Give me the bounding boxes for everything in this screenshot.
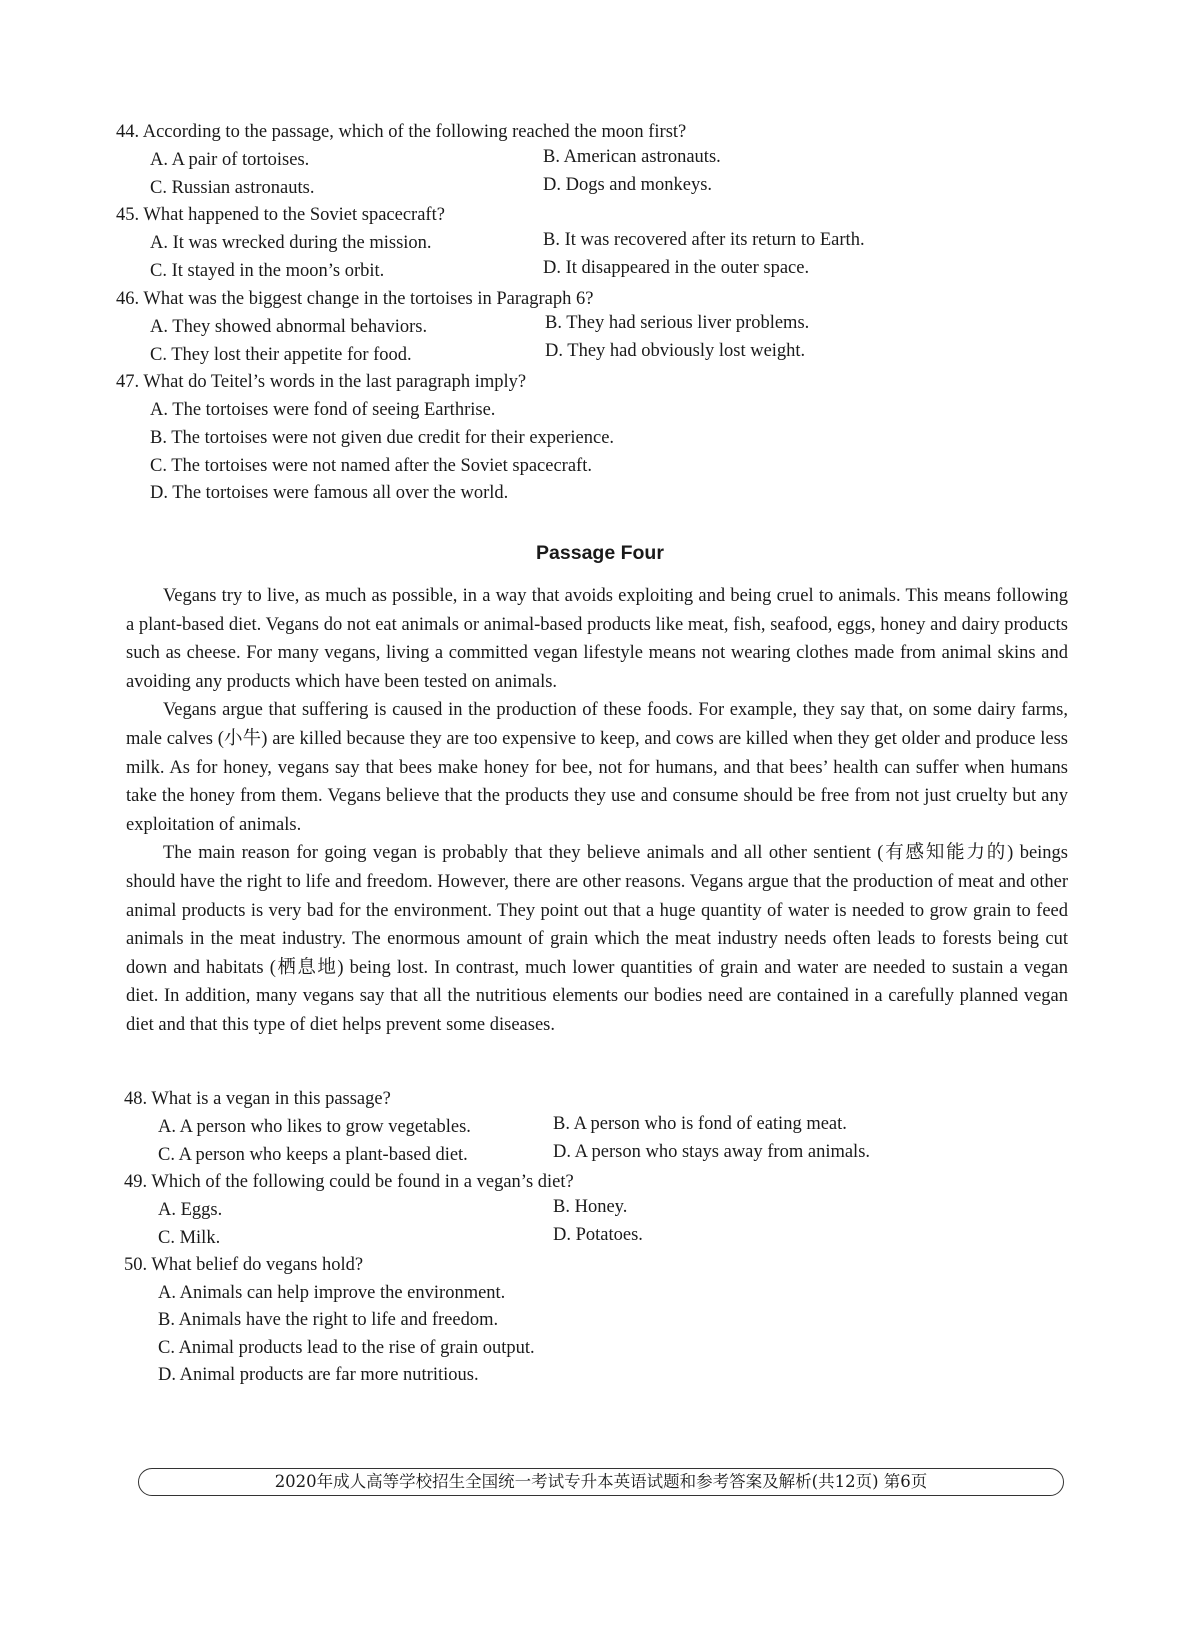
option-d: D. Animal products are far more nutritious.	[158, 1365, 479, 1385]
option-d: D. They had obviously lost weight.	[545, 341, 806, 361]
option-b: B. Animals have the right to life and freedom.	[158, 1310, 499, 1330]
option-d: D. Potatoes.	[553, 1225, 643, 1245]
passage-paragraph: Vegans argue that suffering is caused in the production of these foods. For example, they say that, on some dairy farms, male calves (小牛) are killed because they are too expensive to keep, and cows are killed when they get older and produce less milk. As for honey, vegans say that bees make honey for bee, not for humans, and that bees’ health can suffer when humans take the honey from them. Vegans believe that the products they use and consume should be free from not just cruelty but any exploitation of animals.	[126, 700, 1068, 835]
question-stem: 47. What do Teitel’s words in the last paragraph imply?	[116, 372, 527, 392]
question-stem: 44. According to the passage, which of the following reached the moon first?	[116, 122, 687, 142]
option-a: A. A pair of tortoises.	[150, 150, 310, 170]
option-c: C. Russian astronauts.	[150, 178, 315, 198]
option-b: B. A person who is fond of eating meat.	[553, 1114, 847, 1134]
option-c: C. It stayed in the moon’s orbit.	[150, 261, 385, 281]
option-b: B. The tortoises were not given due credit for their experience.	[150, 428, 615, 448]
option-c: C. The tortoises were not named after the Soviet spacecraft.	[150, 456, 592, 476]
question-stem: 46. What was the biggest change in the tortoises in Paragraph 6?	[116, 289, 594, 309]
passage-body	[126, 582, 1068, 1040]
option-d: D. The tortoises were famous all over the world.	[150, 483, 509, 503]
option-a: A. The tortoises were fond of seeing Earthrise.	[150, 400, 496, 420]
question-stem: 49. Which of the following could be found in a vegan’s diet?	[124, 1172, 574, 1192]
question-stem: 50. What belief do vegans hold?	[124, 1255, 364, 1275]
option-b: B. They had serious liver problems.	[545, 313, 810, 333]
option-d: D. A person who stays away from animals.	[553, 1142, 871, 1162]
option-a: A. It was wrecked during the mission.	[150, 233, 432, 253]
option-c: C. Animal products lead to the rise of grain output.	[158, 1338, 535, 1358]
passage-title: Passage Four	[536, 542, 664, 564]
option-b: B. American astronauts.	[543, 147, 721, 167]
option-c: C. A person who keeps a plant-based diet.	[158, 1145, 468, 1165]
question-stem: 45. What happened to the Soviet spacecraft?	[116, 205, 445, 225]
option-a: A. A person who likes to grow vegetables.	[158, 1117, 471, 1137]
option-b: B. It was recovered after its return to Earth.	[543, 230, 865, 250]
option-c: C. They lost their appetite for food.	[150, 345, 412, 365]
option-a: A. Eggs.	[158, 1200, 223, 1220]
question-stem: 48. What is a vegan in this passage?	[124, 1089, 391, 1109]
passage-paragraph: Vegans try to live, as much as possible, in a way that avoids exploiting and being cruel to animals. This means following a plant-based diet. Vegans do not eat animals or animal-based products like meat, fish, seafood, eggs, honey and dairy products such as cheese. For many vegans, living a committed vegan lifestyle means not wearing clothes made from animal skins and avoiding any products which have been tested on animals.	[126, 586, 1068, 692]
passage-paragraph: The main reason for going vegan is probably that they believe animals and all other sentient (有感知能力的) beings should have the right to life and freedom. However, there are other reasons. Vegans argue that the production of meat and other animal products is very bad for the environment. They point out that a huge quantity of water is needed to grow grain to feed animals in the meat industry. The enormous amount of grain which the meat industry needs often leads to forests being cut down and habitats (栖息地) being lost. In contrast, much lower quantities of grain and water are needed to sustain a vegan diet. In addition, many vegans say that all the nutritious elements our bodies need are contained in a carefully planned vegan diet and that this type of diet helps prevent some diseases.	[126, 843, 1068, 1035]
option-c: C. Milk.	[158, 1228, 221, 1248]
option-d: D. Dogs and monkeys.	[543, 175, 713, 195]
page-footer: 2020年成人高等学校招生全国统一考试专升本英语试题和参考答案及解析(共12页) 第6页	[138, 1468, 1064, 1496]
option-b: B. Honey.	[553, 1197, 628, 1217]
option-a: A. They showed abnormal behaviors.	[150, 317, 428, 337]
option-d: D. It disappeared in the outer space.	[543, 258, 810, 278]
option-a: A. Animals can help improve the environment.	[158, 1283, 506, 1303]
